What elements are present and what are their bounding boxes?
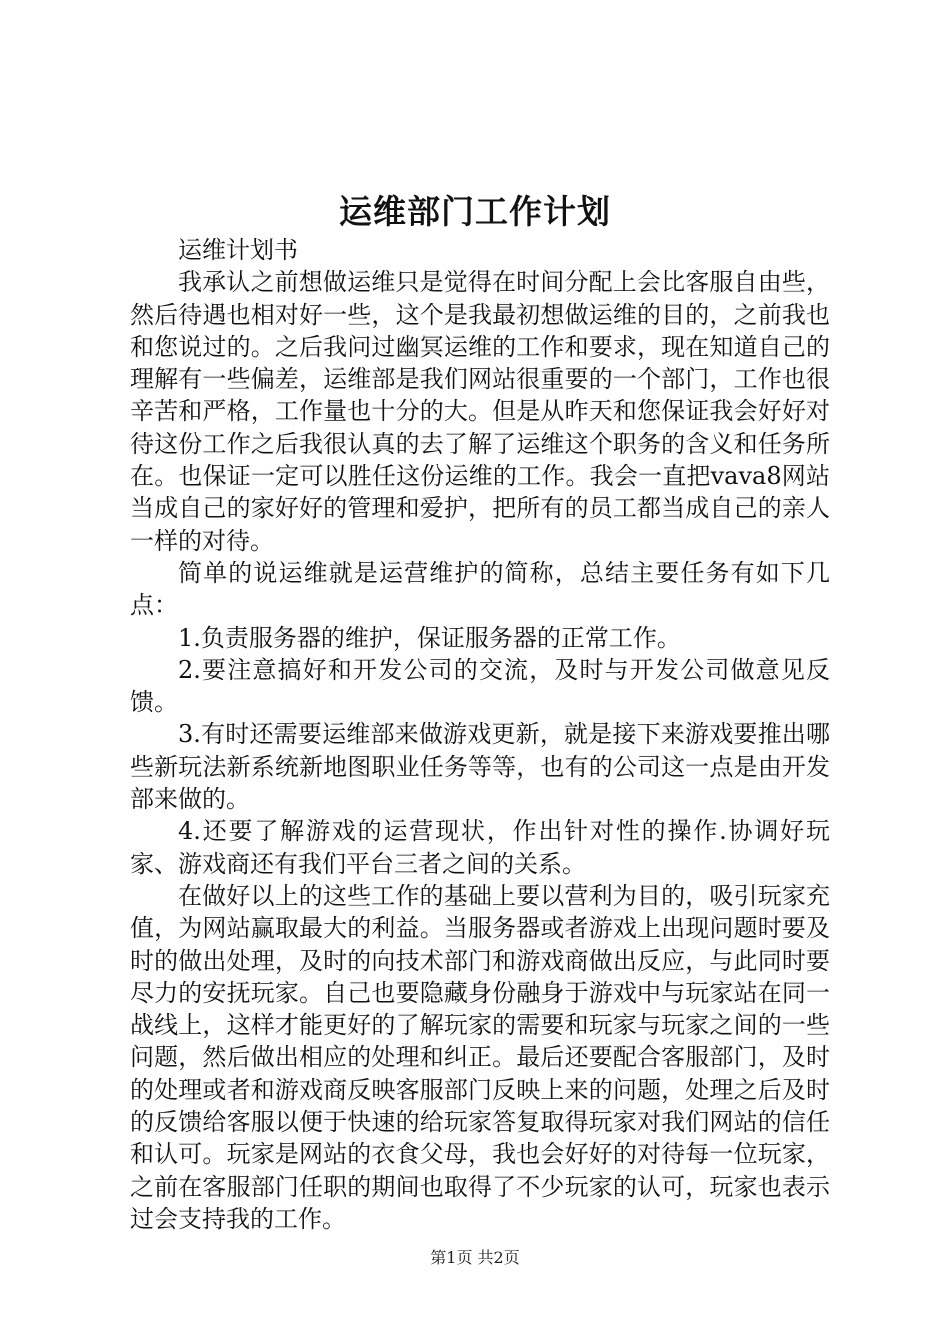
list-item-1: 1.负责服务器的维护，保证服务器的正常工作。: [178, 623, 681, 652]
paragraph-subtitle: 运维计划书: [178, 236, 298, 264]
list-item-2: 2.要注意搞好和开发公司的交流，及时与开发公司做意见反馈。: [130, 655, 830, 717]
document-body: [130, 234, 830, 1235]
paragraph-summary: 简单的说运维就是运营维护的简称，总结主要任务有如下几点：: [130, 558, 830, 620]
paragraph-intro: 我承认之前想做运维只是觉得在时间分配上会比客服自由些，然后待遇也相对好一些，这个是我最初想做运维的目的，之前我也和您说过的。之后我问过幽冥运维的工作和要求，现在知道自己的理解有一些偏差，运维部是我们网站很重要的一个部门，工作也很辛苦和严格，工作量也十分的大。但是从昨天和您保证我会好好对待这份工作之后我很认真的去了解了运维这个职务的含义和任务所在。也保证一定可以胜任这份运维的工作。我会一直把vava8网站当成自己的家好好的管理和爱护，把所有的员工都当成自己的亲人一样的对待。: [130, 268, 830, 555]
list-item-3: 3.有时还需要运维部来做游戏更新，就是接下来游戏要推出哪些新玩法新系统新地图职业任务等等，也有的公司这一点是由开发部来做的。: [130, 720, 830, 814]
page-footer: 第1页 共2页: [430, 1248, 520, 1267]
document-title: 运维部门工作计划: [339, 192, 611, 231]
list-item-4: 4.还要了解游戏的运营现状，作出针对性的操作.协调好玩家、游戏商还有我们平台三者之间的关系。: [130, 817, 830, 878]
paragraph-conclusion: 在做好以上的这些工作的基础上要以营利为目的，吸引玩家充值，为网站赢取最大的利益。当服务器或者游戏上出现问题时要及时的做出处理，及时的向技术部门和游戏商做出反应，与此同时要尽力的安抚玩家。自己也要隐藏身份融身于游戏中与玩家站在同一战线上，这样才能更好的了解玩家的需要和玩家与玩家之间的一些问题，然后做出相应的处理和纠正。最后还要配合客服部门，及时的处理或者和游戏商反映客服部门反映上来的问题，处理之后及时的反馈给客服以便于快速的给玩家答复取得玩家对我们网站的信任和认可。玩家是网站的衣食父母，我也会好好的对待每一位玩家，之前在客服部门任职的期间也取得了不少玩家的认可，玩家也表示过会支持我的工作。: [130, 881, 830, 1233]
